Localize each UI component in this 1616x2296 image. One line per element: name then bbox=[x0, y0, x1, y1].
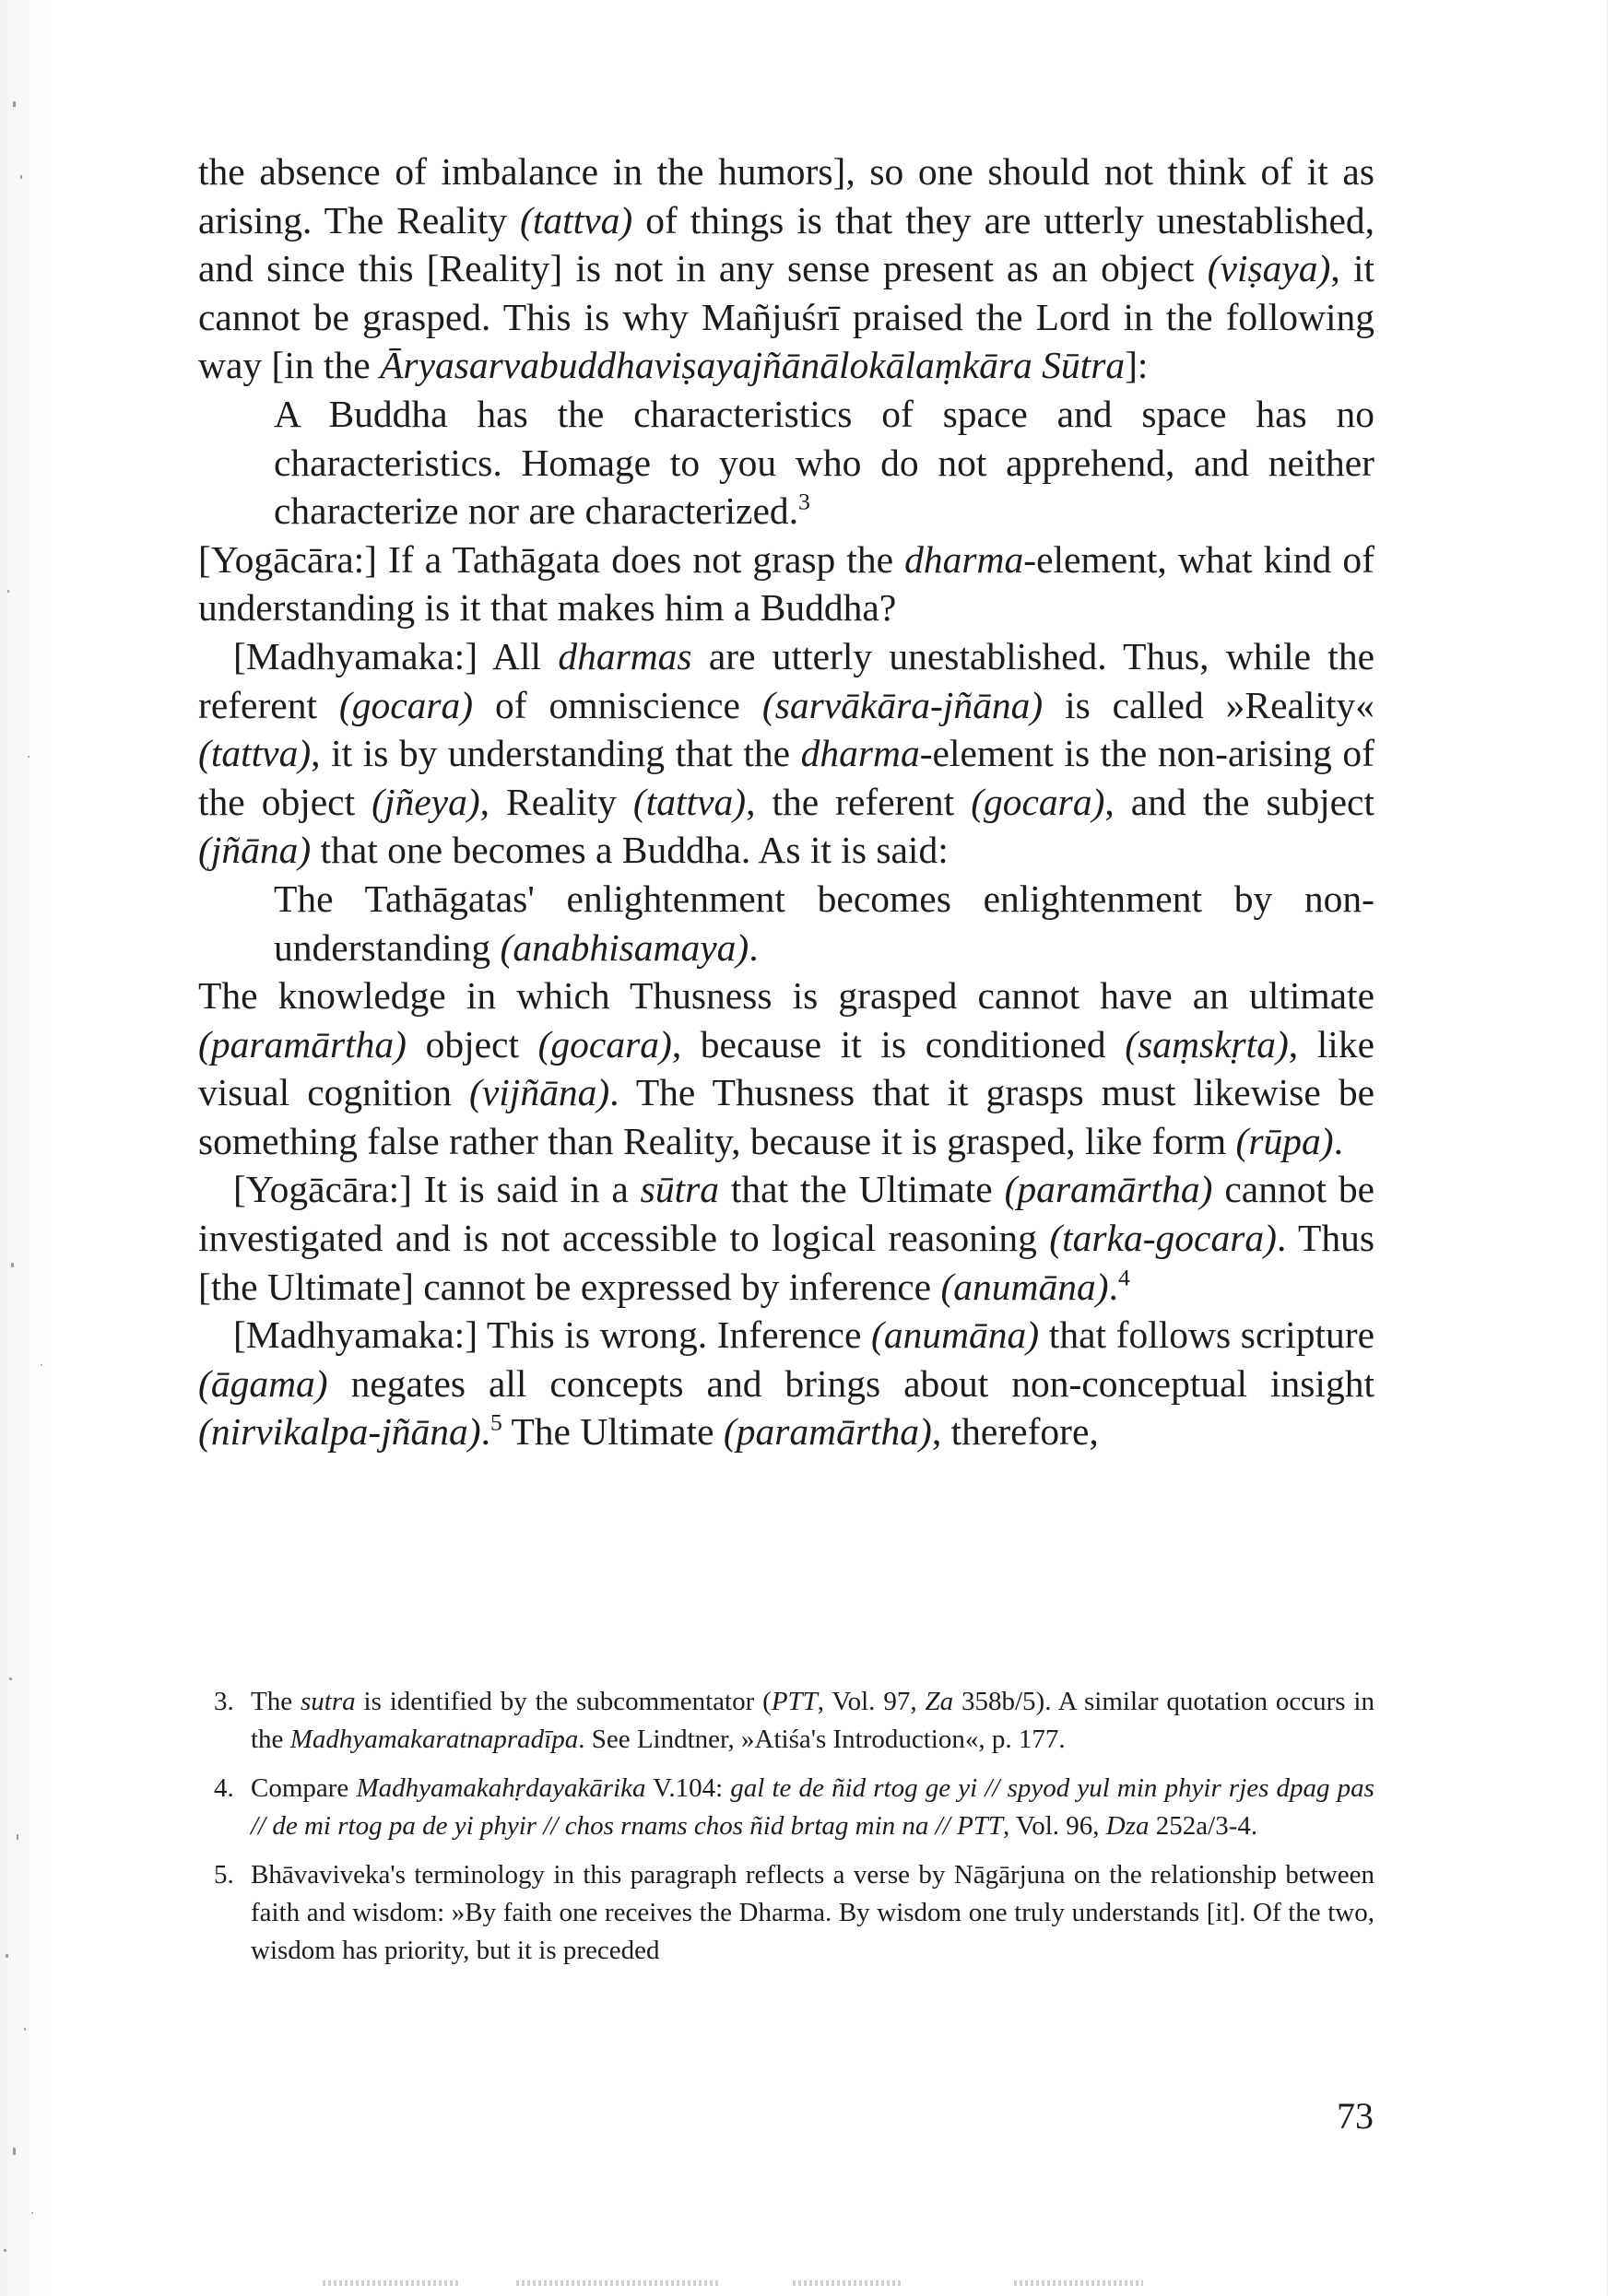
scan-speck bbox=[13, 2148, 16, 2155]
text-run: , the referent bbox=[746, 780, 972, 823]
text-run: , Reality bbox=[479, 780, 633, 823]
text-run: , it is by understanding that the bbox=[311, 732, 801, 775]
italic-term: (anumāna) bbox=[871, 1313, 1040, 1357]
italic-term: (tattva) bbox=[198, 732, 312, 775]
italic-term: dharmas bbox=[558, 634, 692, 677]
text-run: -element, what kind of understanding is it that makes him a Buddha? bbox=[198, 537, 1374, 630]
footnote-number: 4. bbox=[214, 1773, 234, 1803]
italic-term: (paramārtha) bbox=[723, 1410, 932, 1454]
italic-term: Dza bbox=[1105, 1811, 1150, 1841]
block-quote bbox=[274, 875, 1374, 971]
italic-term: Āryasarvabuddhaviṣayajñānālokālaṃkāra Sūtra bbox=[380, 344, 1126, 387]
footnote bbox=[214, 1856, 1374, 1970]
italic-term: (tattva) bbox=[632, 780, 747, 823]
footnote-reference: 5 bbox=[490, 1409, 502, 1436]
scan-speck bbox=[11, 1263, 14, 1267]
text-run: , Vol. 97, bbox=[817, 1687, 926, 1716]
paragraph bbox=[198, 147, 1374, 390]
text-run: , and the subject bbox=[1104, 780, 1374, 823]
scan-strip bbox=[793, 2280, 903, 2286]
italic-term: Za bbox=[925, 1687, 954, 1716]
text-run: . bbox=[1333, 1119, 1343, 1162]
italic-term: gal te de ñid rtog ge yi // spyod yul min phyir rjes dpag pas // de mi rtog pa de yi phyir // chos rnams chos ñid brtag min na // bbox=[251, 1773, 1374, 1841]
text-run: The knowledge in which Thusness is grasped cannot have an ultimate bbox=[198, 974, 1374, 1018]
paragraph bbox=[198, 1165, 1374, 1311]
scan-strip bbox=[323, 2280, 461, 2286]
text-run: that one becomes a Buddha. As it is said: bbox=[311, 829, 949, 872]
text-run: Compare bbox=[251, 1773, 357, 1803]
text-run: ]: bbox=[1125, 344, 1149, 387]
scan-speck bbox=[9, 1678, 12, 1680]
text-run: object bbox=[406, 1022, 538, 1066]
italic-term: (paramārtha) bbox=[1004, 1168, 1213, 1211]
text-run: are utterly unestablished. Thus, while the referent bbox=[198, 634, 1374, 726]
scan-speck bbox=[20, 175, 22, 179]
text-run: V.104: bbox=[645, 1773, 731, 1803]
text-run bbox=[950, 1811, 957, 1841]
text-run: . The Thusness that it grasps must likewise be something false rather than Reality, because it is grasped, like form bbox=[198, 1071, 1375, 1162]
scan-speck bbox=[4, 2249, 6, 2252]
text-run: negates all concepts and brings about non-conceptual insight bbox=[327, 1361, 1374, 1405]
text-run: . bbox=[749, 925, 759, 969]
scan-speck bbox=[17, 1834, 18, 1840]
text-run: [Yogācāra:] If a Tathāgata does not grasp the bbox=[198, 537, 905, 581]
text-run: A Buddha has the characteristics of space and space has no characteristics. Homage to you who do not apprehend, and neither characterize nor are characterized. bbox=[274, 392, 1374, 533]
scan-speck bbox=[41, 1364, 42, 1366]
footnote-reference: 3 bbox=[798, 488, 810, 515]
text-run: of things is that they are utterly unestablished, and since this [Reality] is not in any sense present as an object bbox=[198, 198, 1374, 290]
italic-term: sūtra bbox=[640, 1168, 720, 1211]
footnote-number: 3. bbox=[214, 1687, 234, 1716]
text-run: [Madhyamaka:] All bbox=[233, 634, 559, 677]
italic-term: (tarka-gocara) bbox=[1049, 1217, 1277, 1260]
scan-speck bbox=[24, 2028, 26, 2031]
italic-term: (viṣaya) bbox=[1207, 247, 1331, 290]
italic-term: (paramārtha) bbox=[198, 1022, 407, 1066]
italic-term: PTT bbox=[957, 1811, 1004, 1841]
text-run: Bhāvaviveka's terminology in this paragraph reflects a verse by Nāgārjuna on the relationship between faith and wisdom: »By faith one receives the Dharma. By wisdom one truly understands [it]. Of the two, wisdom has priority, but it is preceded bbox=[251, 1860, 1374, 1965]
footnote-reference: 4 bbox=[1117, 1264, 1130, 1291]
text-run: [Madhyamaka:] This is wrong. Inference bbox=[233, 1313, 872, 1357]
footnote bbox=[214, 1770, 1374, 1845]
text-run: , like visual cognition bbox=[198, 1022, 1375, 1114]
italic-term: (jñāna) bbox=[198, 829, 312, 872]
block-quote bbox=[274, 390, 1374, 536]
footnote-number: 5. bbox=[214, 1860, 234, 1890]
italic-term: Madhyamakahṛdayakārika bbox=[356, 1773, 646, 1803]
italic-term: (vijñāna) bbox=[469, 1071, 610, 1114]
italic-term: Madhyamakaratnapradīpa bbox=[289, 1725, 579, 1754]
scan-speck bbox=[13, 101, 16, 107]
text-run: The Tathāgatas' enlightenment becomes enlightenment by non-understanding bbox=[274, 877, 1374, 969]
italic-term: (jñeya) bbox=[372, 780, 480, 823]
text-run: The bbox=[251, 1687, 301, 1716]
text-run: . See Lindtner, »Atiśa's Introduction«, p. 177. bbox=[578, 1725, 1066, 1754]
italic-term: (anabhisamaya) bbox=[500, 925, 749, 969]
scan-speck bbox=[7, 590, 9, 593]
scan-speck bbox=[28, 756, 29, 758]
text-run: [Yogācāra:] It is said in a bbox=[233, 1168, 641, 1211]
italic-term: (gocara) bbox=[971, 780, 1105, 823]
text-run: , it cannot be grasped. This is why Mañjuśrī praised the Lord in the following way [in the bbox=[198, 247, 1375, 387]
text-run: The Ultimate bbox=[501, 1410, 724, 1454]
italic-term: dharma bbox=[904, 537, 1024, 581]
italic-term: PTT bbox=[771, 1687, 818, 1716]
italic-term: (sarvākāra-jñāna) bbox=[761, 683, 1044, 726]
italic-term: (gocara) bbox=[537, 1022, 672, 1066]
italic-term: (āgama) bbox=[198, 1361, 328, 1405]
paragraph bbox=[198, 971, 1374, 1165]
body-text bbox=[198, 147, 1374, 1456]
italic-term: dharma bbox=[800, 732, 920, 775]
text-run: . bbox=[1108, 1265, 1118, 1308]
text-run: of omniscience bbox=[473, 683, 762, 726]
text-run: 252a/3-4. bbox=[1149, 1811, 1258, 1841]
text-run: is called »Reality« bbox=[1043, 683, 1375, 726]
text-run: that the Ultimate bbox=[719, 1168, 1005, 1211]
text-run: , Vol. 96, bbox=[1003, 1811, 1106, 1841]
text-run: that follows scripture bbox=[1039, 1313, 1374, 1357]
paragraph bbox=[198, 1311, 1374, 1456]
text-run: , therefore, bbox=[931, 1410, 1099, 1454]
scan-speck bbox=[6, 1954, 8, 1958]
italic-term: sutra bbox=[300, 1687, 356, 1716]
text-run: is identified by the subcommentator ( bbox=[355, 1687, 772, 1716]
italic-term: (tattva) bbox=[520, 198, 633, 241]
scan-shadow-edge bbox=[0, 0, 51, 2296]
footnote bbox=[214, 1683, 1374, 1759]
italic-term: (rūpa) bbox=[1235, 1119, 1334, 1162]
italic-term: (saṃskṛta) bbox=[1125, 1022, 1289, 1066]
italic-term: (anumāna) bbox=[940, 1265, 1109, 1308]
paragraph bbox=[198, 536, 1374, 632]
italic-term: (nirvikalpa-jñāna) bbox=[198, 1410, 481, 1454]
text-run: cannot be investigated and is not accessible to logical reasoning bbox=[198, 1168, 1375, 1260]
scan-speck bbox=[31, 2212, 33, 2214]
text-run: , because it is conditioned bbox=[671, 1022, 1126, 1066]
footnotes bbox=[214, 1683, 1374, 1981]
italic-term: (gocara) bbox=[338, 683, 474, 726]
page-number: 73 bbox=[1337, 2095, 1374, 2137]
scan-strip bbox=[516, 2280, 719, 2286]
paragraph bbox=[198, 632, 1374, 875]
text-run: 358b/5). A similar quotation occurs in the bbox=[251, 1687, 1374, 1754]
text-run: . Thus [the Ultimate] cannot be expressed by inference bbox=[198, 1217, 1374, 1308]
text-run: the absence of imbalance in the humors], so one should not think of it as arising. The Reality bbox=[198, 150, 1374, 241]
scan-right-edge bbox=[1607, 0, 1608, 2296]
scan-strip bbox=[1014, 2280, 1143, 2286]
text-run: . bbox=[480, 1410, 490, 1454]
text-run: -element is the non-arising of the object bbox=[198, 732, 1375, 823]
